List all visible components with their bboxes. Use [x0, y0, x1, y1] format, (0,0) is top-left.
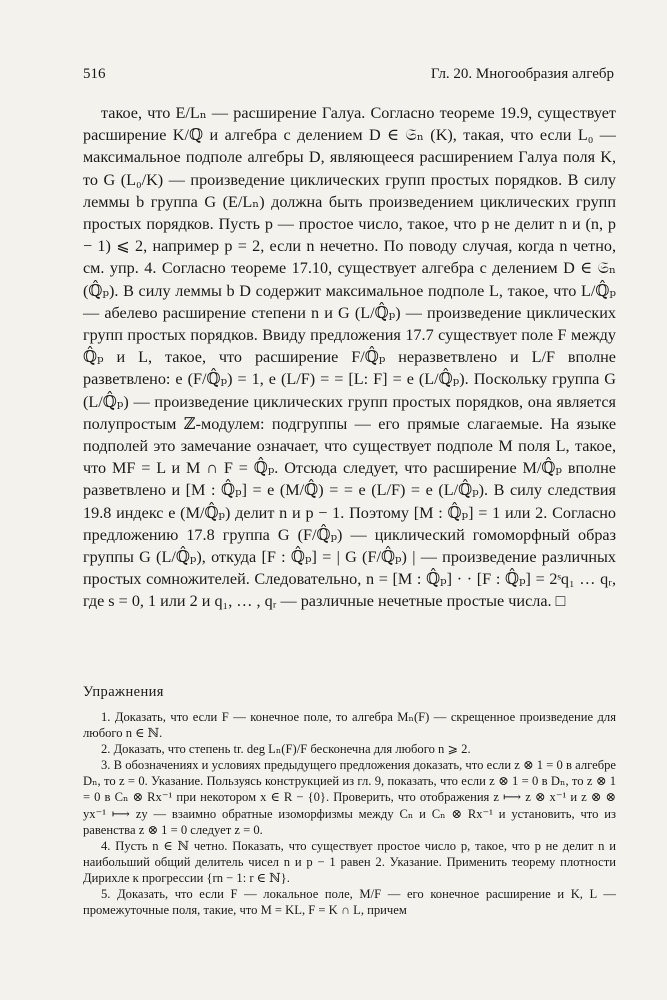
running-title: Гл. 20. Многообразия алгебр: [430, 66, 614, 82]
exercise-item: 5. Доказать, что если F — локальное поле, M/F — его конечное расширение и K, L — промежуточные поля, такие, что M = KL, F = K ∩ L, причем: [83, 887, 616, 918]
proof-paragraph: такое, что E/Lₙ — расширение Галуа. Согласно теореме 19.9, существует расширение K/ℚ и алгебра с делением D ∈ 𝔖ₙ (K), такая, что если L₀ — максимальное подполе алгебры D, являющееся расширением Галуа поля K, то G (L₀/K) — произведение циклических групп простых порядков. В силу леммы b группа G (E/Lₙ) должна быть произведением циклических групп простых порядков. Пусть p — простое число, такое, что p не делит n и (n, p − 1) ⩽ 2, например p = 2, если n нечетно. По поводу случая, когда n четно, см. упр. 4. Согласно теореме 17.10, существует алгебра с делением D ∈ 𝔖ₙ (ℚ̂ₚ). В силу леммы b D содержит максимальное подполе L, такое, что L/ℚ̂ₚ — абелево расширение степени n и G (L/ℚ̂ₚ) — произведение циклических групп простых порядков. Ввиду предложения 17.7 существует поле F между ℚ̂ₚ и L, такое, что расширение F/ℚ̂ₚ неразветвлено и L/F вполне разветвлено: e (F/ℚ̂ₚ) = 1, e (L/F) = = [L: F] = e (L/ℚ̂ₚ). Поскольку группа G (L/ℚ̂ₚ) — произведение циклических групп простых порядков, она является полупростым ℤ-модулем: подгруппы — его прямые слагаемые. На языке подполей это замечание означает, что существует подполе M поля L, такое, что MF = L и M ∩ F = ℚ̂ₚ. Отсюда следует, что расширение M/ℚ̂ₚ вполне разветвлено и [M : ℚ̂ₚ] = e (M/ℚ̂) = = e (L/F) = e (L/ℚ̂ₚ). В силу следствия 19.8 индекс e (M/ℚ̂ₚ) делит n и p − 1. Поэтому [M : ℚ̂ₚ] = 1 или 2. Согласно предложению 17.8 группа G (F/ℚ̂ₚ) — циклический гомоморфный образ группы G (L/ℚ̂ₚ), откуда [F : ℚ̂ₚ] = | G (F/ℚ̂ₚ) | — произведение различных простых сомножителей. Следовательно, n = [M : ℚ̂ₚ] · · [F : ℚ̂ₚ] = 2ˢq₁ … qᵣ, где s = 0, 1 или 2 и q₁, … , qᵣ — различные нечетные простые числа. □: [83, 104, 616, 611]
exercises-heading: Упражнения: [83, 684, 164, 700]
exercise-item: 4. Пусть n ∈ ℕ четно. Показать, что существует простое число p, такое, что p не делит n и наибольший общий делитель чисел n и p − 1 равен 2. Указание. Применить теорему плотности Дирихле к прогрессии {rn − 1: r ∈ ℕ}.: [83, 838, 616, 885]
exercise-item: 3. В обозначениях и условиях предыдущего предложения доказать, что если z ⊗ 1 = 0 в алгебре Dₙ, то z = 0. Указание. Пользуясь конструкцией из гл. 9, показать, что если z ⊗ 1 = 0 в Dₙ, то z ⊗ 1 = 0 в Cₙ ⊗ Rx⁻¹ при некотором x ∈ R − {0}. Проверить, что отображения z ⟼ z ⊗ x⁻¹ и z ⊗ ⊗ yx⁻¹ ⟼ zy — взаимно обратные изоморфизмы между Cₙ и Cₙ ⊗ Rx⁻¹ и установить, что из равенства z ⊗ 1 = 0 следует z = 0.: [83, 758, 616, 837]
page-number: 516: [83, 66, 106, 82]
exercises-list: [83, 709, 616, 918]
exercise-item: 2. Доказать, что степень tr. deg Lₙ(F)/F бесконечна для любого n ⩾ 2.: [101, 742, 471, 757]
exercise-item: 1. Доказать, что если F — конечное поле, то алгебра Mₙ(F) — скрещенное произведение для любого n ∈ ℕ.: [83, 710, 616, 741]
page-header: [83, 66, 614, 86]
